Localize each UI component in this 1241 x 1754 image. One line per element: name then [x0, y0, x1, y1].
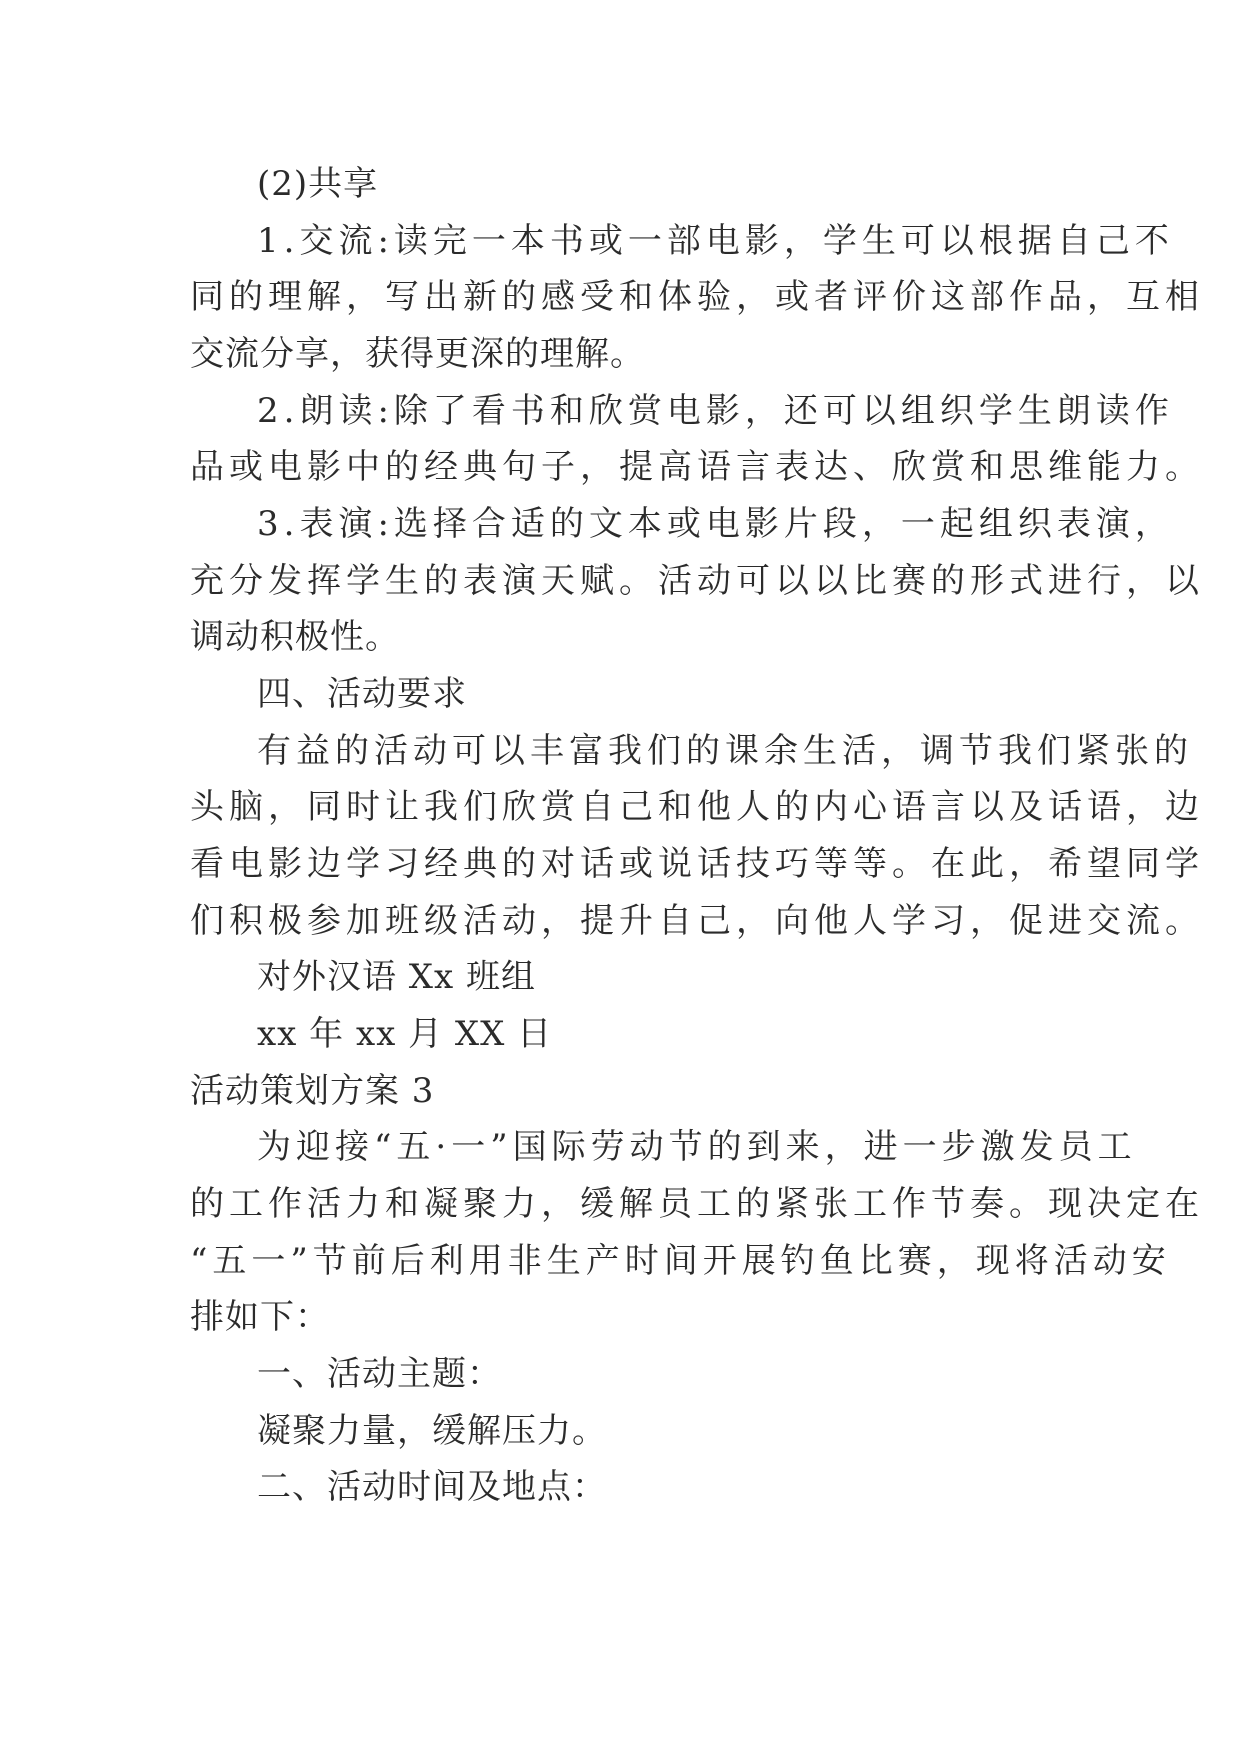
paragraph-line: 同的理解，写出新的感受和体验，或者评价这部作品，互相 — [190, 277, 1204, 317]
paragraph-line: 充分发挥学生的表演天赋。活动可以以比赛的形式进行，以 — [190, 561, 1204, 601]
paragraph-line: 凝聚力量，缓解压力。 — [257, 1411, 607, 1451]
paragraph-line: 头脑，同时让我们欣赏自己和他人的内心语言以及话语，边 — [190, 787, 1204, 827]
signature-group: 对外汉语 Xx 班组 — [257, 957, 536, 997]
section-heading: 一、活动主题： — [257, 1354, 502, 1394]
paragraph-line: 们积极参加班级活动，提升自己，向他人学习，促进交流。 — [190, 901, 1204, 941]
document-title: 活动策划方案 3 — [190, 1071, 435, 1111]
section-heading: 二、活动时间及地点： — [257, 1467, 607, 1507]
paragraph-line: 有益的活动可以丰富我们的课余生活，调节我们紧张的 — [257, 731, 1193, 771]
paragraph-line: “五一”节前后利用非生产时间开展钓鱼比赛，现将活动安 — [190, 1241, 1171, 1281]
paragraph-line: 品或电影中的经典句子，提高语言表达、欣赏和思维能力。 — [190, 447, 1204, 487]
section-heading: 四、活动要求 — [257, 674, 467, 714]
paragraph-line: 为迎接“五·一”国际劳动节的到来，进一步激发员工 — [257, 1127, 1137, 1167]
paragraph-heading-share: (2)共享 — [257, 164, 379, 204]
signature-date: xx 年 xx 月 XX 日 — [257, 1014, 553, 1054]
paragraph-line: 的工作活力和凝聚力，缓解员工的紧张工作节奏。现决定在 — [190, 1184, 1204, 1224]
paragraph-line: 1.交流:读完一本书或一部电影，学生可以根据自己不 — [257, 221, 1174, 261]
paragraph-line: 排如下： — [190, 1297, 330, 1337]
paragraph-line: 调动积极性。 — [190, 617, 400, 657]
paragraph-line: 交流分享，获得更深的理解。 — [190, 334, 645, 374]
paragraph-line: 3.表演:选择合适的文本或电影片段，一起组织表演， — [257, 504, 1174, 544]
paragraph-line: 看电影边学习经典的对话或说话技巧等等。在此，希望同学 — [190, 844, 1204, 884]
paragraph-line: 2.朗读:除了看书和欣赏电影，还可以组织学生朗读作 — [257, 391, 1174, 431]
